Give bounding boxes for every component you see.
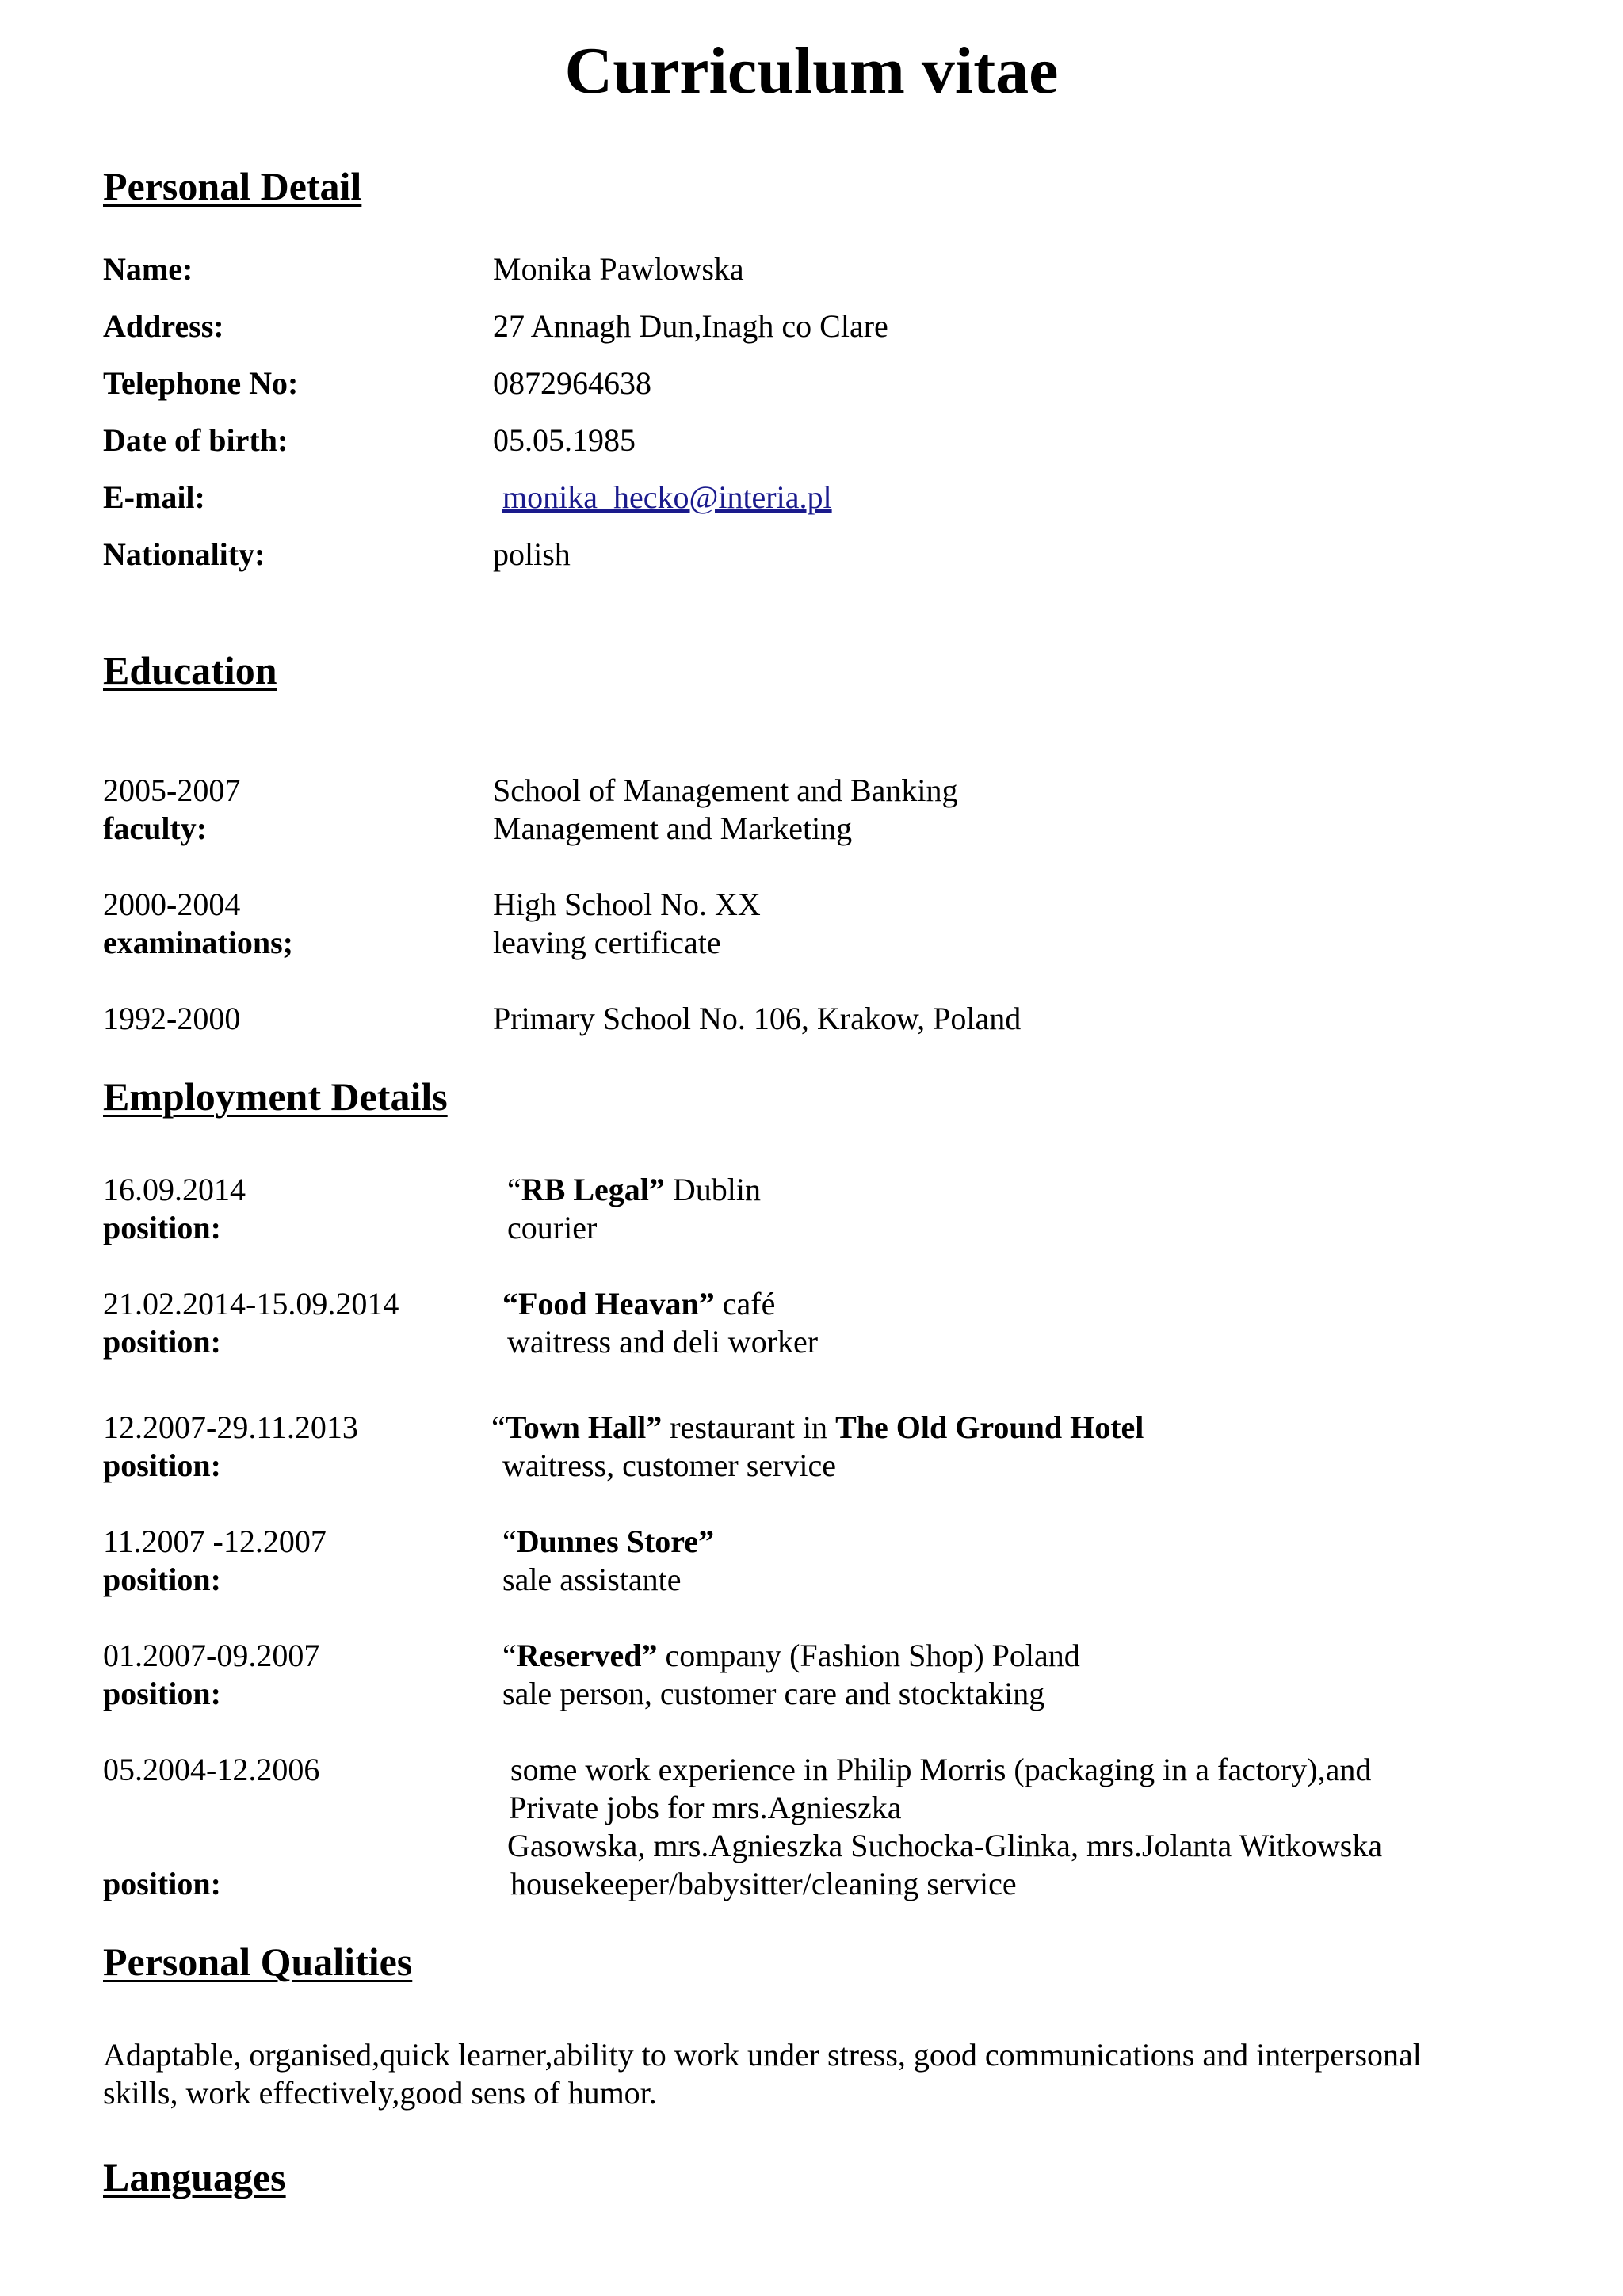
job-employer [491,1409,1144,1447]
qualities-text: skills, work effectively,good sens of humor. [103,2075,657,2111]
employer-name: Reserved” [516,1638,658,1673]
job-employer [502,1637,1080,1675]
job-employer [502,1523,714,1561]
job-dates: 11.2007 -12.2007 [103,1524,327,1559]
employer-name: Town Hall” [505,1409,663,1445]
address-label: Address: [103,308,224,344]
phone-value: 0872964638 [493,365,651,401]
job-employer [507,1171,761,1209]
job-description-line: some work experience in Philip Morris (packaging in a factory),and [510,1752,1372,1787]
employment-heading: Employment Details [103,1074,448,1119]
document-title: Curriculum vitae [564,34,1059,108]
email-label: E-mail: [103,479,205,515]
nationality-value: polish [493,536,571,572]
phone-label: Telephone No: [103,365,299,401]
name-label: Name: [103,251,193,287]
qualities-text: Adaptable, organised,quick learner,ability to work under stress, good communications and interpersonal [103,2037,1422,2073]
personal-qualities-heading: Personal Qualities [103,1939,413,1984]
quote-mark: “ [502,1638,517,1673]
address-value: 27 Annagh Dun,Inagh co Clare [493,308,888,344]
position-label: position: [103,1562,221,1597]
position-value: sale person, customer care and stocktaking [502,1676,1045,1711]
job-description-line: Private jobs for mrs.Agnieszka [509,1790,902,1825]
education-detail-label: faculty: [103,810,208,846]
languages-heading: Languages [103,2155,286,2199]
education-school: High School No. XX [493,887,761,922]
job-dates: 01.2007-09.2007 [103,1638,320,1673]
position-label: position: [103,1210,221,1245]
job-dates: 05.2004-12.2006 [103,1752,320,1787]
position-value: housekeeper/babysitter/cleaning service [510,1866,1017,1901]
quote-mark: “ [491,1409,506,1445]
nationality-label: Nationality: [103,536,265,572]
position-label: position: [103,1324,221,1360]
dob-label: Date of birth: [103,422,288,458]
employer-detail: Dublin [664,1172,762,1207]
quote-mark: “ [507,1172,521,1207]
position-value: sale assistante [502,1562,682,1597]
position-label: position: [103,1676,221,1711]
education-heading: Education [103,648,277,692]
employer-name: Dunnes Store” [516,1524,715,1559]
education-years: 2000-2004 [103,887,241,922]
job-employer [502,1285,775,1323]
education-years: 1992-2000 [103,1001,241,1036]
job-dates: 16.09.2014 [103,1172,246,1207]
education-detail-label: examinations; [103,925,293,960]
position-value: waitress and deli worker [507,1324,819,1360]
dob-value: 05.05.1985 [493,422,636,458]
position-value: waitress, customer service [502,1447,836,1483]
quote-mark: “ [502,1524,517,1559]
position-value: courier [507,1210,598,1245]
education-detail-value: leaving certificate [493,925,721,960]
education-school: School of Management and Banking [493,772,958,808]
job-dates: 21.02.2014-15.09.2014 [103,1286,399,1322]
job-description-line: Gasowska, mrs.Agnieszka Suchocka-Glinka, mrs.Jolanta Witkowska [507,1828,1383,1863]
employer-name: “Food Heavan” [502,1286,715,1322]
education-detail-value: Management and Marketing [493,810,853,846]
personal-detail-heading: Personal Detail [103,164,362,208]
email-link[interactable]: monika_hecko@interia.pl [502,479,832,515]
employer-detail: restaurant in [662,1409,836,1445]
employer-name: RB Legal” [521,1172,665,1207]
position-label: position: [103,1447,221,1483]
job-dates: 12.2007-29.11.2013 [103,1409,358,1445]
employer-detail: café [714,1286,776,1322]
hotel-name: The Old Ground Hotel [835,1409,1144,1445]
employer-detail: company (Fashion Shop) Poland [657,1638,1080,1673]
name-value: Monika Pawlowska [493,251,744,287]
education-school: Primary School No. 106, Krakow, Poland [493,1001,1022,1036]
position-label: position: [103,1866,221,1901]
education-years: 2005-2007 [103,772,241,808]
